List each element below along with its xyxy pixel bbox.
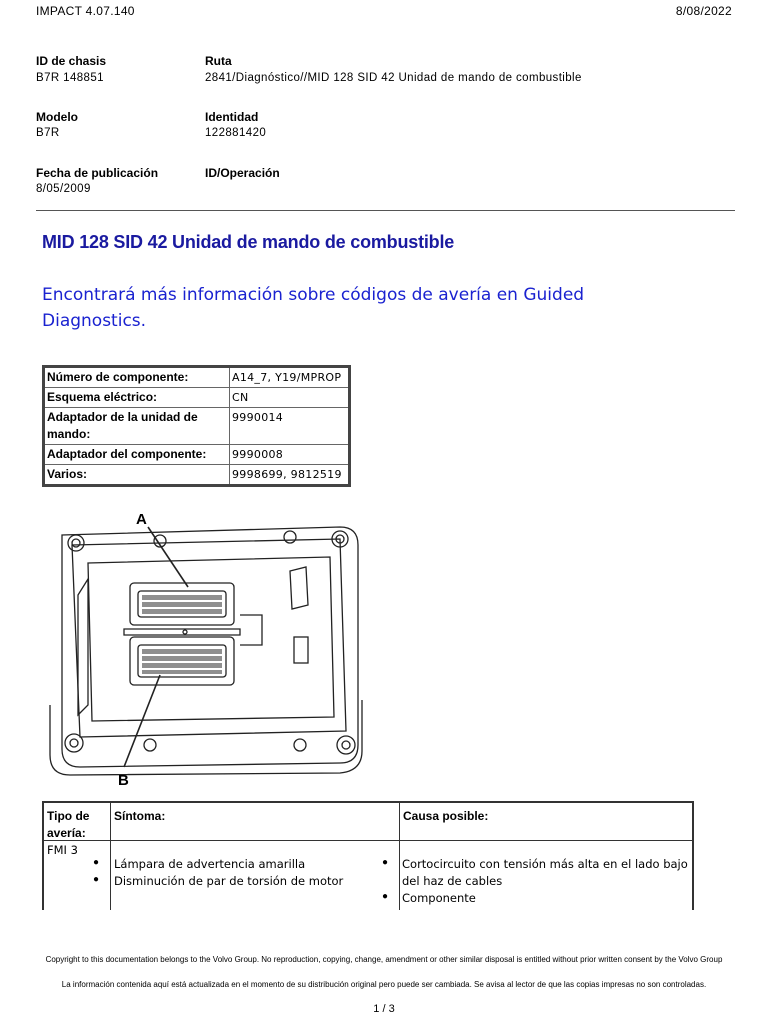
fecha-label: Fecha de publicación [36,166,159,180]
fecha-value: 8/05/2009 [36,183,91,195]
modelo-label: Modelo [36,110,78,124]
component-key: Adaptador del componente: [44,445,230,465]
table-row [44,408,350,445]
fault-type: FMI 3 [47,843,78,857]
column-divider [110,803,111,910]
label-b: B [118,772,129,789]
symptom-item: Disminución de par de torsión de motor [114,874,344,888]
table-row [44,465,350,486]
component-value: CN [230,388,350,408]
bullet-icon: ● [93,874,100,885]
chasis-value: B7R 148851 [36,72,104,84]
leader-a [148,527,188,587]
housing-inner [72,539,346,737]
cause-item: Cortocircuito con tensión más alta en el lado bajo del haz de cables [402,857,688,888]
component-value: 9998699, 9812519 [230,465,350,486]
connector-b-pins [142,649,222,674]
col-header-symptom: Síntoma: [114,809,166,823]
ruta-value: 2841/Diagnóstico//MID 128 SID 42 Unidad de mando de combustible [205,72,582,84]
identidad-value: 122881420 [205,127,267,139]
component-key: Adaptador de la unidad de mando: [44,408,230,445]
column-divider [399,803,400,910]
bullet-icon: ● [382,891,389,902]
app-version: IMPACT 4.07.140 [36,4,135,18]
table-row [44,445,350,465]
identidad-label: Identidad [205,110,259,124]
cause-item: Componente [402,891,476,905]
component-key: Número de componente: [44,367,230,388]
page-number: 1 / 3 [373,1003,395,1015]
component-key: Esquema eléctrico: [44,388,230,408]
component-key: Varios: [44,465,230,486]
header-divider [44,840,692,841]
table-row [44,388,350,408]
component-value: A14_7, Y19/MPROP [230,367,350,388]
disclaimer-notice: La información contenida aquí está actualizada en el momento de su distribución original pero puede ser cambiada. Se avisa al lector de que las copias impresas no son controladas. [61,980,707,989]
component-table [42,365,351,487]
ecu-diagram [40,505,380,795]
fault-table [42,801,694,910]
housing-recess [88,557,334,721]
copyright-notice: Copyright to this documentation belongs to the Volvo Group. No reproduction, copying, change, amendment or other similar disposal is entitled without prior written consent by the Volvo Group [45,955,723,964]
bullet-icon: ● [93,857,100,868]
operacion-label: ID/Operación [205,166,280,180]
table-row [44,367,350,388]
divider [36,210,735,211]
label-a: A [136,511,147,528]
bullet-icon: ● [382,857,389,868]
connector-a-pins [142,595,222,614]
print-date: 8/08/2022 [675,4,732,18]
component-value: 9990008 [230,445,350,465]
component-value: 9990014 [230,408,350,445]
page-title: MID 128 SID 42 Unidad de mando de combustible [42,232,455,252]
chasis-label: ID de chasis [36,54,107,68]
col-header-type: Tipo de avería: [47,809,90,840]
col-header-cause: Causa posible: [403,809,489,823]
guided-diagnostics-link[interactable]: Encontrará más información sobre códigos de avería en Guided Diagnostics. [42,285,585,331]
symptom-item: Lámpara de advertencia amarilla [114,857,306,871]
ruta-label: Ruta [205,54,232,68]
modelo-value: B7R [36,127,60,139]
